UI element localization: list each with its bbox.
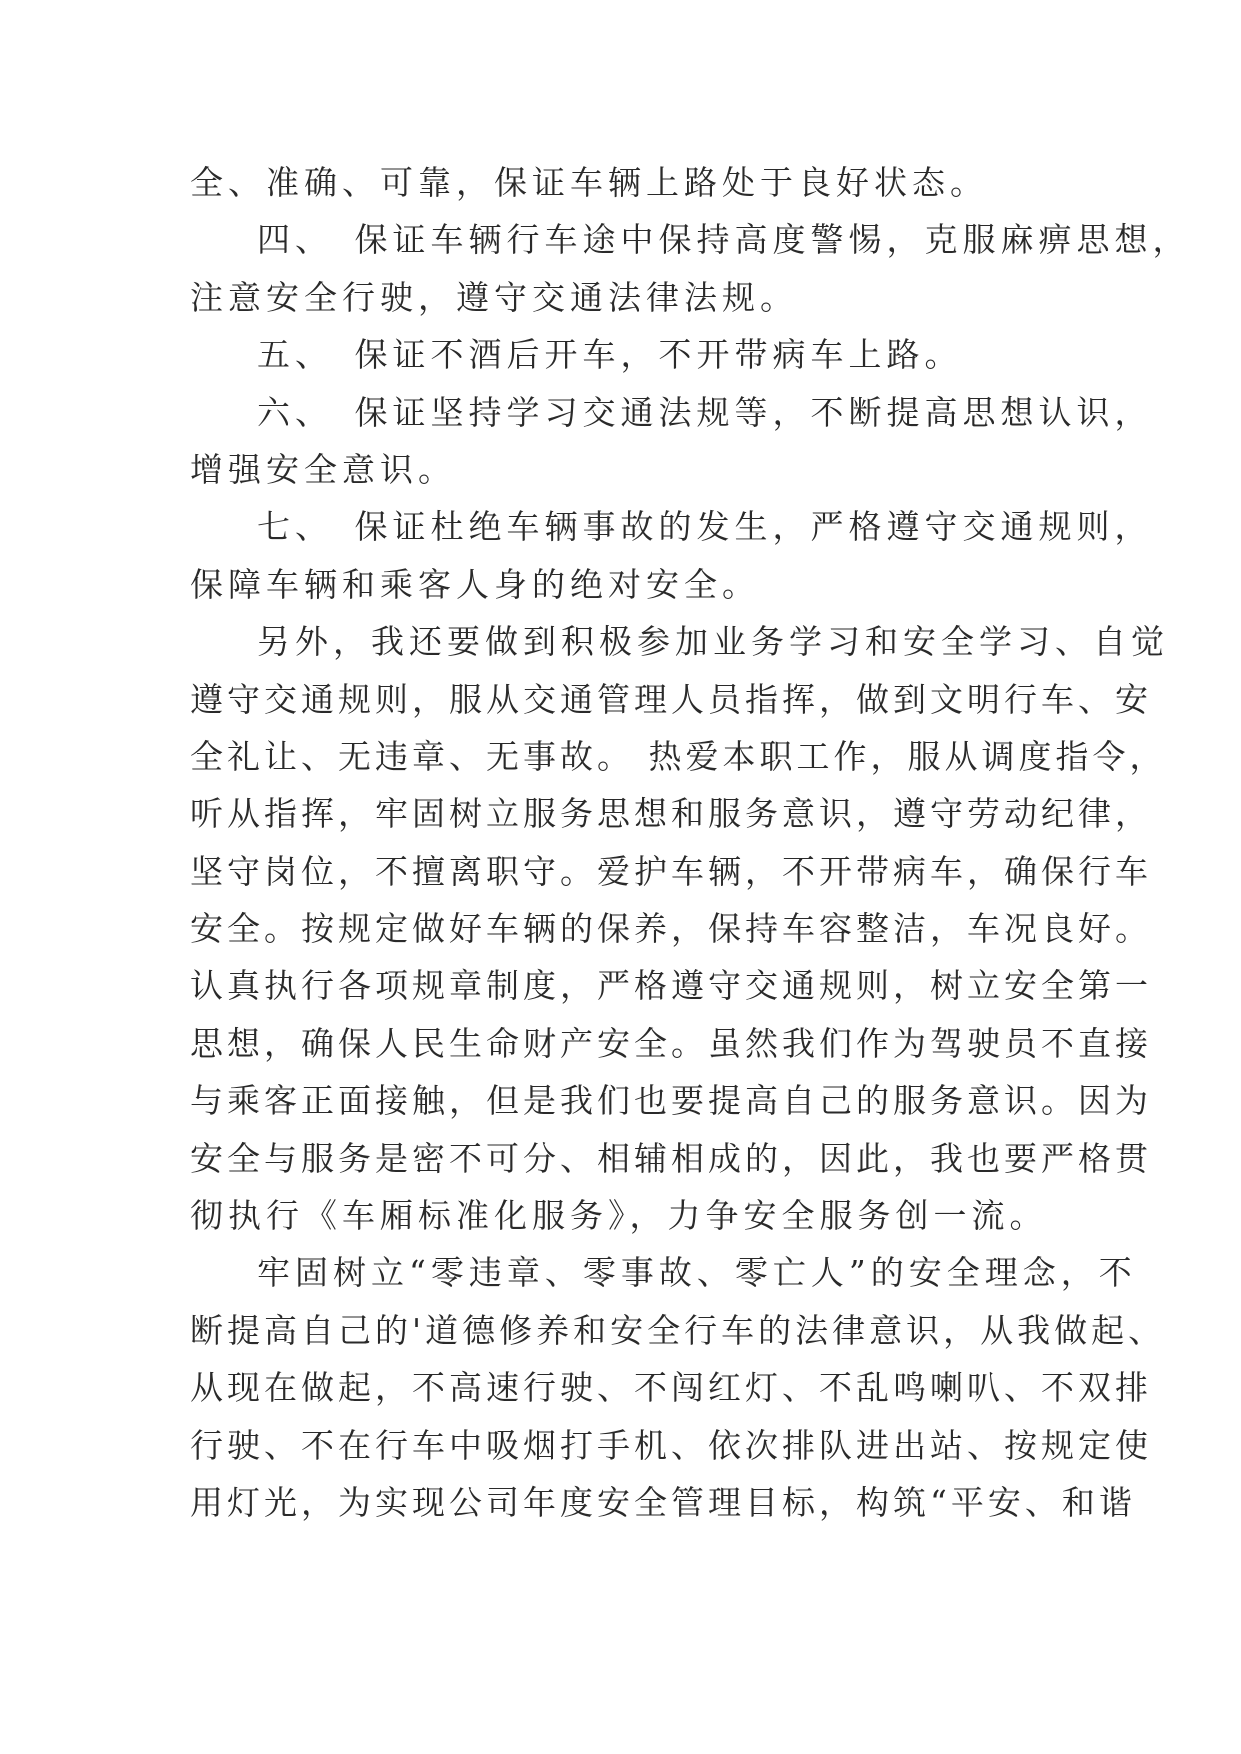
text-line: 全礼让、无违章、无事故。 热爱本职工作，服从调度指令， — [190, 736, 1167, 776]
text-line: 遵守交通规则，服从交通管理人员指挥，做到文明行车、安 — [190, 679, 1152, 719]
text-line: 从现在做起，不高速行驶、不闯红灯、不乱鸣喇叭、不双排 — [190, 1368, 1152, 1408]
text-line: 行驶、不在行车中吸烟打手机、依次排队进出站、按规定使 — [190, 1425, 1152, 1465]
text-line: 与乘客正面接触，但是我们也要提高自己的服务意识。因为 — [190, 1081, 1152, 1121]
text-line: 牢固树立“零违章、零事故、零亡人”的安全理念，不 — [257, 1253, 1137, 1293]
text-line: 思想，确保人民生命财产安全。虽然我们作为驾驶员不直接 — [190, 1023, 1152, 1063]
text-line: 坚守岗位，不擅离职守。爱护车辆，不开带病车，确保行车 — [190, 851, 1152, 891]
text-line: 断提高自己的'道德修养和安全行车的法律意识，从我做起、 — [190, 1310, 1166, 1350]
text-line: 安全。按规定做好车辆的保养，保持车容整洁，车况良好。 — [190, 909, 1152, 949]
text-line: 全、准确、可靠，保证车辆上路处于良好状态。 — [190, 163, 988, 202]
text-line: 认真执行各项规章制度，严格遵守交通规则，树立安全第一 — [190, 966, 1152, 1006]
text-line: 保障车辆和乘客人身的绝对安全。 — [190, 564, 760, 604]
text-line: 听从指挥，牢固树立服务思想和服务意识，遵守劳动纪律， — [190, 794, 1152, 834]
text-line: 注意安全行驶，遵守交通法律法规。 — [190, 277, 798, 317]
document-body — [190, 154, 1191, 1531]
text-line: 六、 保证坚持学习交通法规等，不断提高思想认识， — [257, 392, 1153, 432]
text-line: 增强安全意识。 — [190, 449, 456, 489]
text-line: 彻执行《车厢标准化服务》，力争安全服务创一流。 — [190, 1196, 1048, 1236]
text-line: 五、 保证不酒后开车，不开带病车上路。 — [257, 335, 963, 375]
text-line: 四、 保证车辆行车途中保持高度警惕，克服麻痹思想， — [257, 220, 1191, 260]
text-line: 用灯光，为实现公司年度安全管理目标，构筑“平安、和谐 — [190, 1482, 1136, 1522]
text-line: 安全与服务是密不可分、相辅相成的，因此，我也要严格贯 — [190, 1138, 1152, 1178]
text-line: 七、 保证杜绝车辆事故的发生，严格遵守交通规则， — [257, 507, 1153, 547]
text-line: 另外，我还要做到积极参加业务学习和安全学习、自觉 — [257, 622, 1169, 662]
